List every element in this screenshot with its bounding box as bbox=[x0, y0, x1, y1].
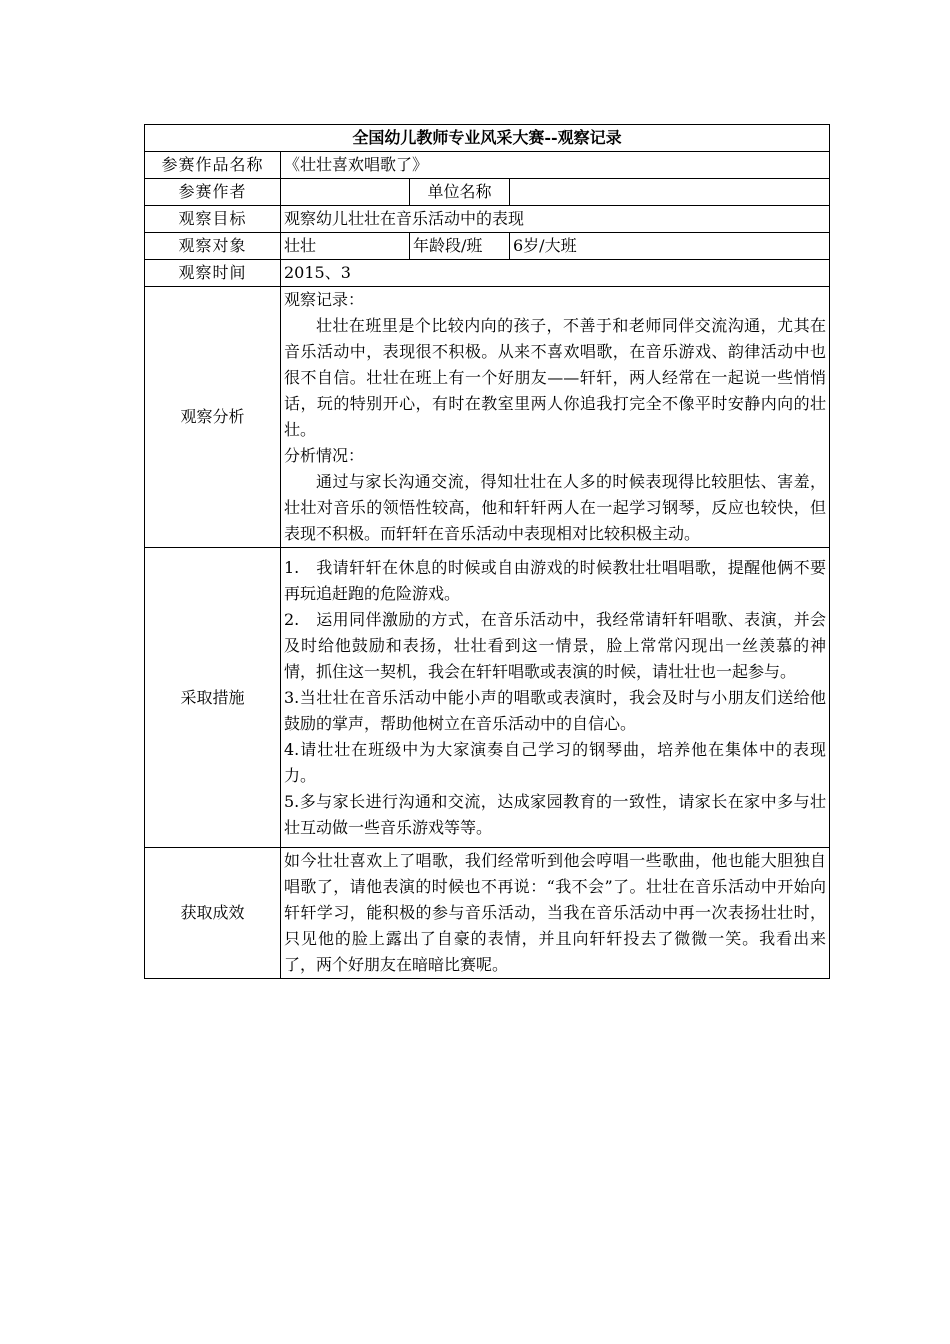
situation-heading: 分析情况： bbox=[284, 446, 365, 465]
measure-item-1: 1. 我请轩轩在休息的时候或自由游戏的时候教壮壮唱唱歌，提醒他俩不要再玩追赶跑的危险游戏。 bbox=[284, 557, 827, 603]
unit-name-value bbox=[510, 179, 830, 206]
results-text: 如今壮壮喜欢上了唱歌，我们经常听到他会哼唱一些歌曲，他也能大胆独自唱歌了，请他表演的时候也不再说：“我不会”了。壮壮在音乐活动中开始向轩轩学习，能积极的参与音乐活动，当我在音乐活动中再一次表扬壮壮时，只见他的脸上露出了自豪的表情，并且向轩轩投去了微微一笑。我看出来了，两个好朋友在暗暗比赛呢。 bbox=[284, 851, 827, 974]
record-text: 壮壮在班里是个比较内向的孩子，不善于和老师同伴交流沟通，尤其在音乐活动中，表现很不积极。从来不喜欢唱歌，在音乐游戏、韵律活动中也很不自信。壮壮在班上有一个好朋友——轩轩，两人经常在一起说一些悄悄话，玩的特别开心，有时在教室里两人你追我打完全不像平时安静内向的壮壮。 bbox=[284, 316, 827, 439]
results-content bbox=[281, 848, 830, 979]
observation-record-table bbox=[144, 124, 830, 979]
situation-text: 通过与家长沟通交流，得知壮壮在人多的时候表现得比较胆怯、害羞，壮壮对音乐的领悟性较高，他和轩轩两人在一起学习钢琴，反应也较快，但表现不积极。而轩轩在音乐活动中表现相对比较积极主动。 bbox=[284, 472, 827, 543]
time-value: 2015、3 bbox=[281, 260, 830, 287]
measure-item-2: 2. 运用同伴激励的方式，在音乐活动中，我经常请轩轩唱歌、表演，并会及时给他鼓励和表扬，壮壮看到这一情景，脸上常常闪现出一丝羡慕的神情，抓住这一契机，我会在轩轩唱歌或表演的时候，请壮壮也一起参与。 bbox=[284, 609, 827, 681]
age-group-label: 年龄段/班 bbox=[410, 233, 510, 260]
unit-name-label: 单位名称 bbox=[410, 179, 510, 206]
measures-label: 采取措施 bbox=[145, 548, 281, 848]
goal-value: 观察幼儿壮壮在音乐活动中的表现 bbox=[281, 206, 830, 233]
work-name-value: 《壮壮喜欢唱歌了》 bbox=[281, 152, 830, 179]
time-label: 观察时间 bbox=[145, 260, 281, 287]
results-label: 获取成效 bbox=[145, 848, 281, 979]
analysis-content bbox=[281, 287, 830, 548]
author-value bbox=[281, 179, 410, 206]
age-group-value: 6岁/大班 bbox=[510, 233, 830, 260]
subject-label: 观察对象 bbox=[145, 233, 281, 260]
subject-value: 壮壮 bbox=[281, 233, 410, 260]
work-name-label: 参赛作品名称 bbox=[145, 152, 281, 179]
author-label: 参赛作者 bbox=[145, 179, 281, 206]
goal-label: 观察目标 bbox=[145, 206, 281, 233]
measure-item-3: 3.当壮壮在音乐活动中能小声的唱歌或表演时，我会及时与小朋友们送给他鼓励的掌声，帮助他树立在音乐活动中的自信心。 bbox=[284, 687, 827, 733]
measures-content bbox=[281, 548, 830, 848]
measure-item-4: 4.请壮壮在班级中为大家演奏自己学习的钢琴曲，培养他在集体中的表现力。 bbox=[284, 739, 827, 785]
record-heading: 观察记录： bbox=[284, 290, 365, 309]
table-title: 全国幼儿教师专业风采大赛--观察记录 bbox=[145, 125, 830, 152]
measure-item-5: 5.多与家长进行沟通和交流，达成家园教育的一致性，请家长在家中多与壮壮互动做一些音乐游戏等等。 bbox=[284, 791, 827, 837]
analysis-label: 观察分析 bbox=[145, 287, 281, 548]
